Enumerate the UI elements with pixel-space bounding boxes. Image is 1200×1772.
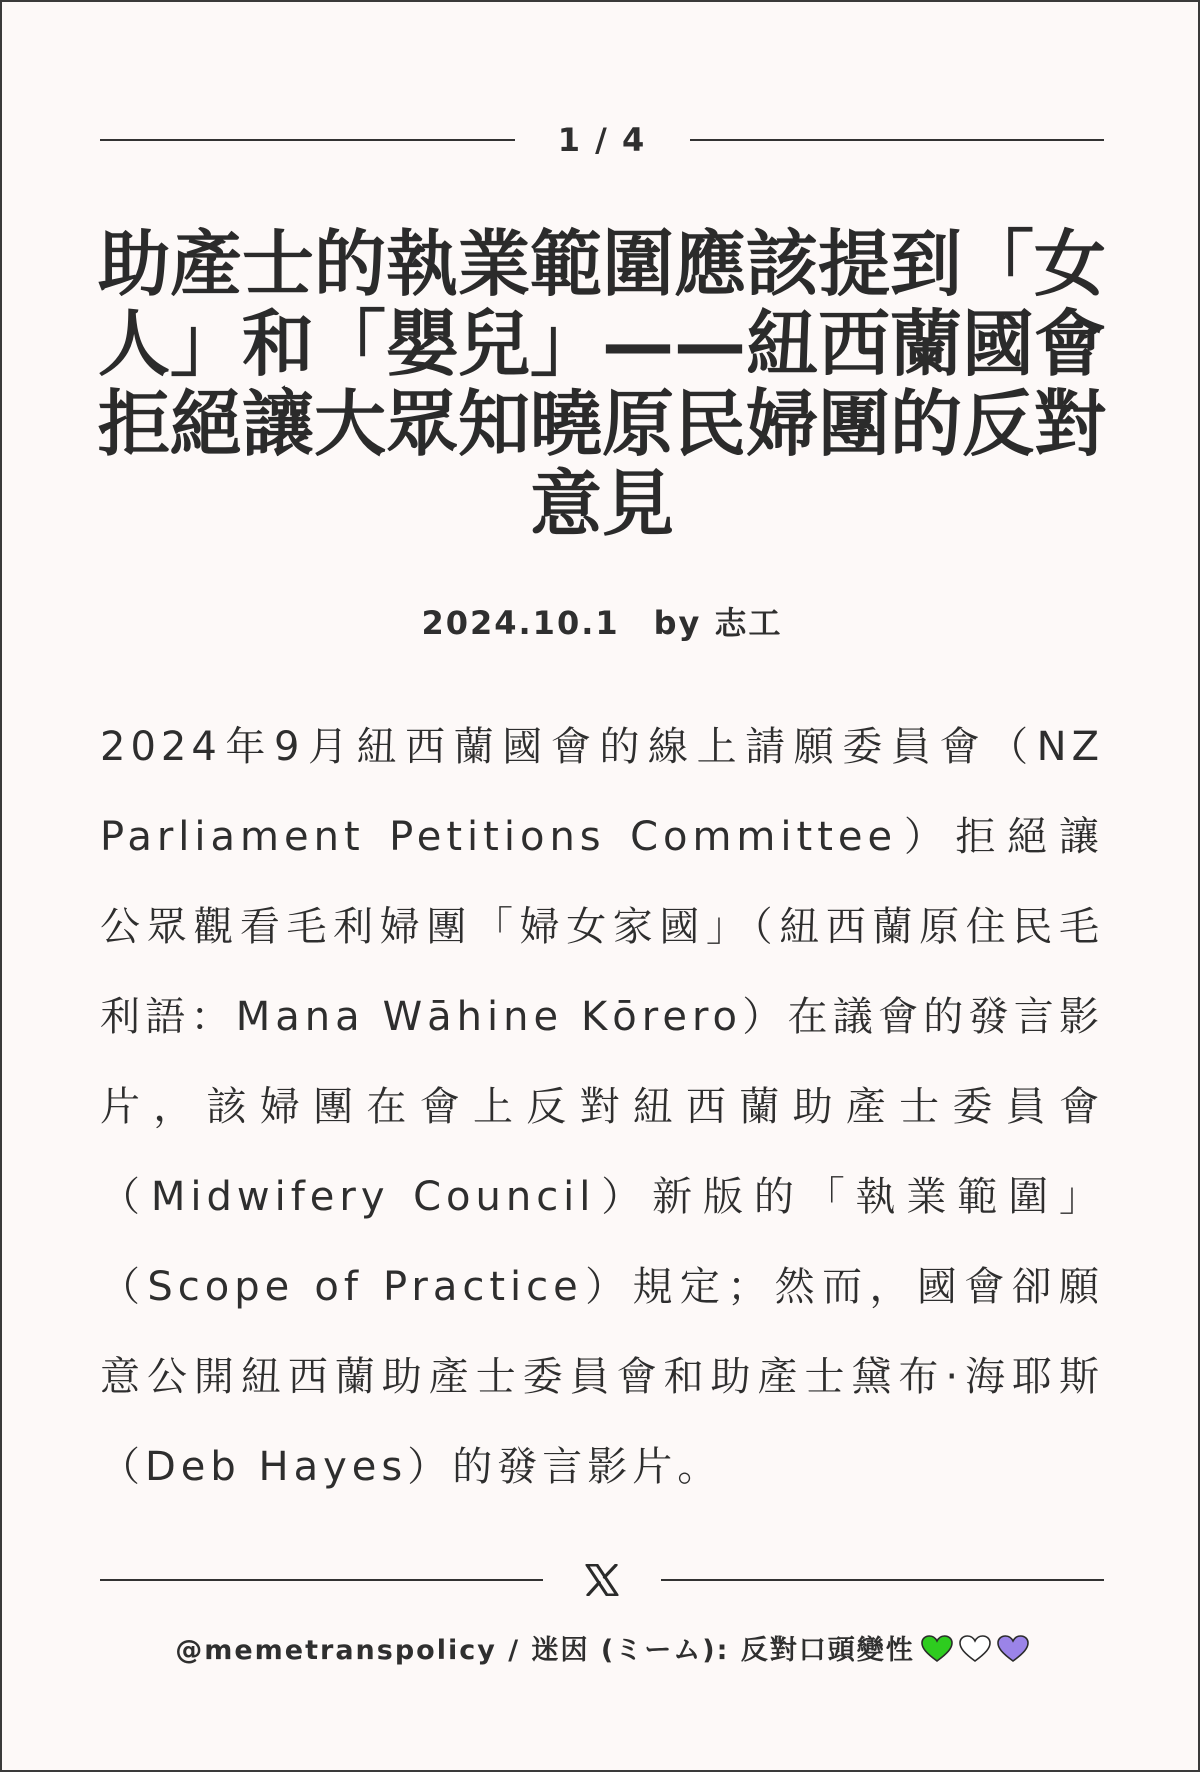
publish-date: 2024.10.1 (421, 604, 620, 642)
left-rule (100, 139, 515, 141)
author: by 志工 (653, 604, 783, 642)
x-logo-icon (543, 1560, 661, 1600)
page-counter: 1 / 4 (557, 121, 647, 159)
right-rule (690, 139, 1105, 141)
handle-text: @memetranspolicy / 迷因 (ミーム): 反對口頭變性 (175, 1635, 915, 1666)
article-body: 2024年9月紐西蘭國會的線上請願委員會（NZ Parliament Petitions Committee）拒絕讓公眾觀看毛利婦團「婦女家國」（紐西蘭原住民毛利語：Mana Wāhine Kōrero）在議會的發言影片，該婦團在會上反對紐西蘭助產士委員會（Midwifery Council）新版的「執業範圍」（Scope of Practice）規定；然而，國會卻願意公開紐西蘭助產士委員會和助產士黛布·海耶斯（Deb Hayes）的發言影片。 (100, 724, 1104, 1490)
purple-heart-icon (997, 1635, 1029, 1663)
green-heart-icon (921, 1635, 953, 1663)
footer-handle (100, 1628, 1104, 1667)
hearts-group (921, 1635, 1029, 1663)
footer-left-rule (100, 1579, 543, 1581)
byline (100, 598, 1104, 644)
article-title: 助產士的執業範圍應該提到「女人」和「嬰兒」——紐西蘭國會拒絕讓大眾知曉原民婦團的反對意見 (97, 222, 1106, 546)
footer-right-rule (661, 1579, 1104, 1581)
white-heart-icon (959, 1635, 991, 1663)
footer-divider (100, 1560, 1104, 1600)
page-counter-row (100, 120, 1104, 160)
